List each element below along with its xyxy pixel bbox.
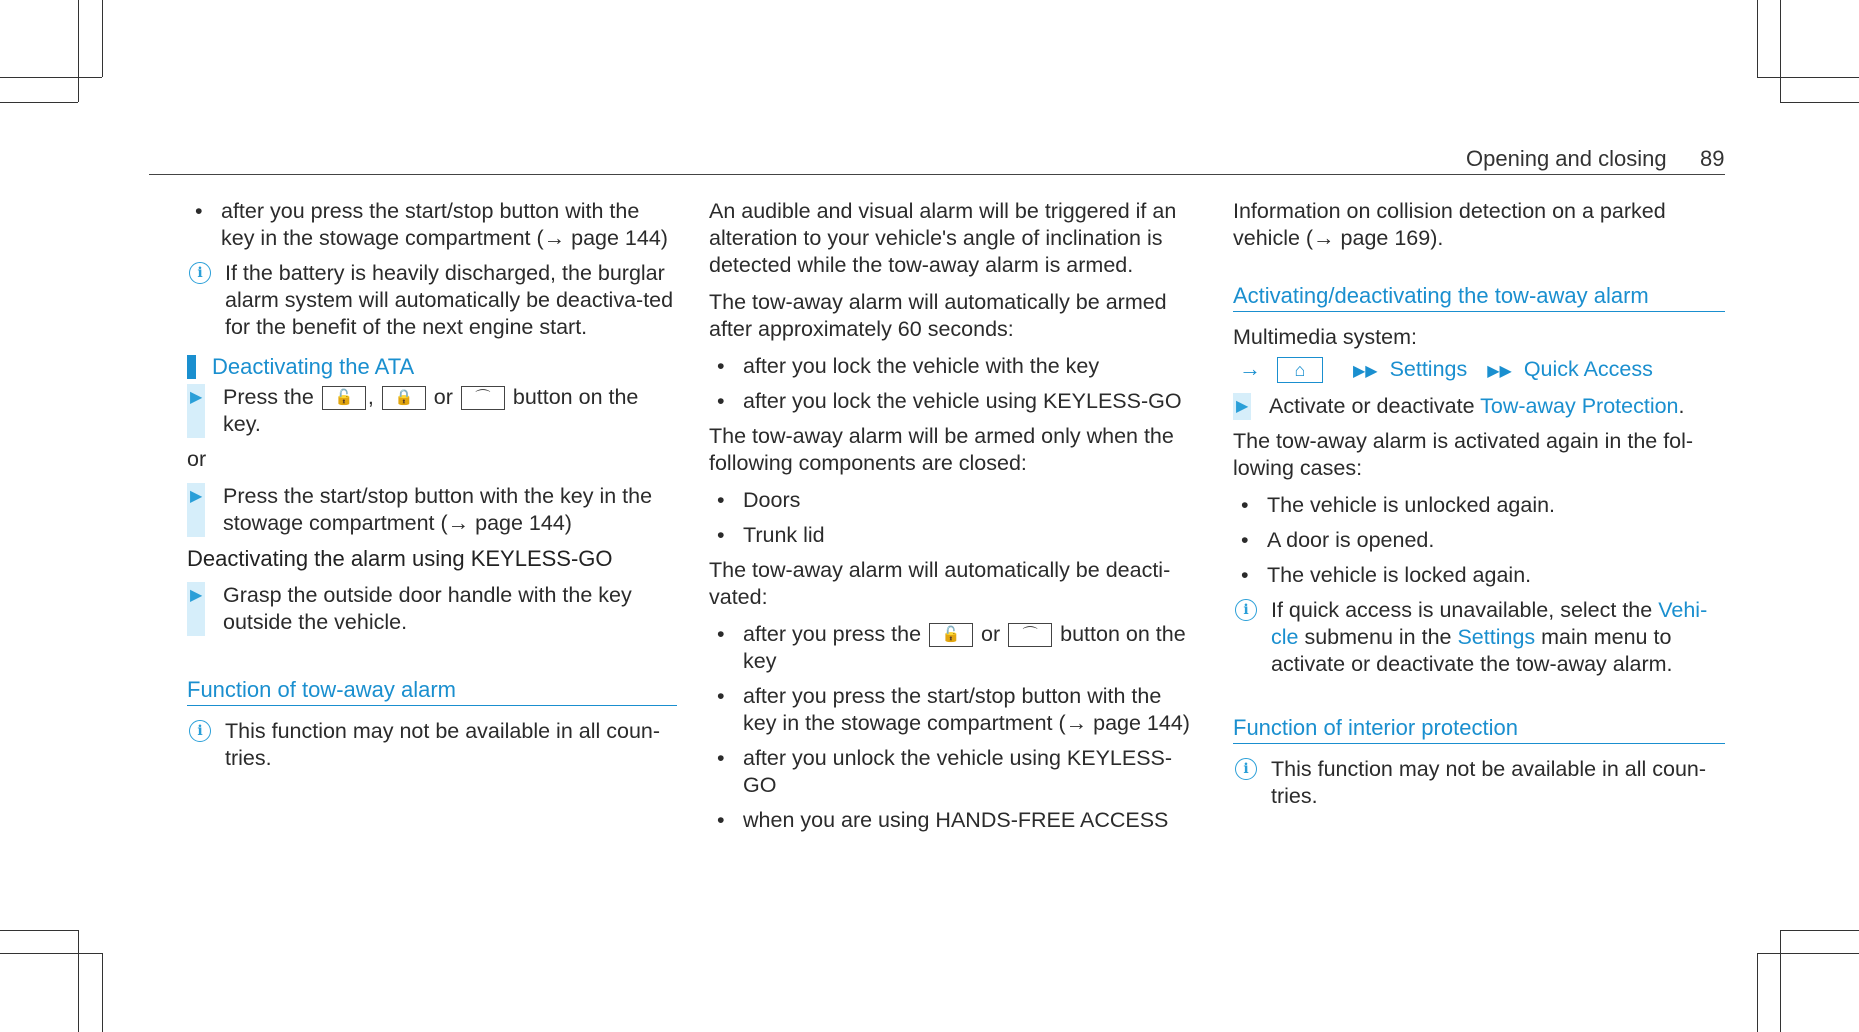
double-arrow-icon: ▶▶ <box>1352 363 1378 380</box>
list-item <box>709 807 1195 834</box>
trunk-key-icon: ⌒ <box>461 386 505 410</box>
step-text: . <box>1678 394 1685 418</box>
separator: or <box>981 622 1001 646</box>
settings-link[interactable]: Settings <box>1457 625 1536 649</box>
navigation-path <box>1233 355 1725 385</box>
crop-mark <box>1757 953 1859 954</box>
crop-mark <box>0 953 102 954</box>
crop-mark <box>78 0 79 102</box>
step-text: Press the start/stop button with the key in the stowage compartment (→ page 144) <box>223 484 653 535</box>
bullet-icon: • <box>717 684 725 708</box>
step-arrow-icon: ▶ <box>190 587 203 604</box>
list-item-text: after you unlock the vehicle using KEYLESS-GO <box>743 746 1173 797</box>
list-item-text: button on the key <box>743 622 1186 673</box>
info-icon: i <box>1235 758 1257 780</box>
or-text: or <box>187 447 207 471</box>
list-item-text: when you are using HANDS-FREE ACCESS <box>743 808 1169 832</box>
paragraph: The tow-away alarm will be armed only when the following components are closed: <box>709 424 1174 475</box>
instruction-step <box>187 582 677 636</box>
paragraph: The tow-away alarm will automatically be deacti-vated: <box>709 558 1171 609</box>
crop-mark <box>0 77 102 78</box>
column-2 <box>709 198 1195 842</box>
list-item <box>187 198 677 252</box>
step-arrow-icon: ▶ <box>190 488 203 505</box>
route-arrow-icon: → <box>1239 356 1261 381</box>
info-text: submenu in the <box>1304 625 1452 649</box>
crop-mark <box>1780 930 1859 931</box>
heading-marker <box>187 355 196 379</box>
bullet-icon: • <box>717 389 725 413</box>
bullet-icon: • <box>1241 493 1249 517</box>
lock-key-icon: 🔒 <box>382 386 426 410</box>
list-item-text: A door is opened. <box>1267 528 1435 552</box>
paragraph: An audible and visual alarm will be triggered if an alteration to your vehicle's angle of inclination is detected while the tow-away alarm is armed. <box>709 199 1177 277</box>
crop-mark <box>1757 953 1758 1032</box>
list-item-text: Doors <box>743 488 801 512</box>
step-text: button on the key. <box>223 385 639 436</box>
list-item-text: after you lock the vehicle using KEYLESS-GO <box>743 389 1182 413</box>
bullet-icon: • <box>717 622 725 646</box>
home-icon[interactable]: ⌂ <box>1277 357 1323 383</box>
bullet-icon: • <box>717 488 725 512</box>
unlock-key-icon: 🔓 <box>322 386 366 410</box>
step-arrow-icon: ▶ <box>190 389 203 406</box>
info-text: This function may not be available in all coun-tries. <box>1271 757 1707 808</box>
running-header: Opening and closing <box>1466 146 1667 171</box>
ata-heading-text: Deactivating the ATA <box>212 354 415 379</box>
column-1 <box>187 198 677 784</box>
crop-mark <box>0 930 78 931</box>
crop-mark <box>1780 930 1781 1032</box>
list-item <box>1233 492 1725 519</box>
tow-away-protection-link[interactable]: Tow-away Protection <box>1480 394 1679 418</box>
list-item <box>709 487 1195 514</box>
info-icon: i <box>189 262 211 284</box>
keyless-subheading: Deactivating the alarm using KEYLESS-GO <box>187 546 613 571</box>
column-3 <box>1233 198 1725 822</box>
nav-quick-access-link[interactable]: Quick Access <box>1523 357 1653 381</box>
step-text: Activate or deactivate <box>1269 394 1475 418</box>
activate-section-title: Activating/deactivating the tow-away alarm <box>1233 282 1725 312</box>
nav-settings-link[interactable]: Settings <box>1389 357 1468 381</box>
info-text: If the battery is heavily discharged, the burglar alarm system will automatically be deactiva-ted for the benefit of the next engine start. <box>225 261 674 339</box>
list-item-text: after you press the <box>743 622 922 646</box>
bullet-icon: • <box>717 746 725 770</box>
info-text: This function may not be available in all coun-tries. <box>225 719 661 770</box>
tow-section-title: Function of tow-away alarm <box>187 676 677 706</box>
step-arrow-icon: ▶ <box>1236 398 1249 415</box>
info-note <box>187 718 677 772</box>
list-item <box>1233 527 1725 554</box>
info-note <box>187 260 677 341</box>
info-note <box>1233 597 1725 678</box>
info-text: main menu to activate or deactivate the tow-away alarm. <box>1271 625 1673 676</box>
bullet-icon: • <box>1241 563 1249 587</box>
info-note <box>1233 756 1725 810</box>
list-item-text: after you lock the vehicle with the key <box>743 354 1100 378</box>
crop-mark <box>0 102 78 103</box>
vehicle-link[interactable]: Vehi-cle <box>1271 598 1708 649</box>
list-item <box>709 683 1195 737</box>
trunk-key-icon: ⌒ <box>1008 623 1052 647</box>
list-item <box>709 388 1195 415</box>
crop-mark <box>1757 77 1859 78</box>
crop-mark <box>102 953 103 1032</box>
step-text: Grasp the outside door handle with the key outside the vehicle. <box>223 583 632 634</box>
double-arrow-icon: ▶▶ <box>1487 363 1512 380</box>
bullet-icon: • <box>1241 528 1249 552</box>
interior-section-title: Function of interior protection <box>1233 714 1725 744</box>
bullet-icon: • <box>195 199 203 223</box>
info-icon: i <box>189 720 211 742</box>
step-text: Press the <box>223 385 314 409</box>
separator: or <box>433 385 453 409</box>
list-item <box>709 353 1195 380</box>
info-icon: i <box>1235 599 1257 621</box>
multimedia-label: Multimedia system: <box>1233 325 1417 349</box>
crop-mark <box>1757 0 1758 77</box>
list-item-text: The vehicle is locked again. <box>1267 563 1532 587</box>
header-rule <box>149 174 1725 175</box>
bullet-icon: • <box>717 523 725 547</box>
crop-mark <box>1780 102 1859 103</box>
paragraph: Information on collision detection on a parked vehicle (→ page 169). <box>1233 199 1666 250</box>
list-item-text: The vehicle is unlocked again. <box>1267 493 1556 517</box>
list-item-text: Trunk lid <box>743 523 825 547</box>
list-item <box>709 522 1195 549</box>
crop-mark <box>1780 0 1781 102</box>
crop-mark <box>78 930 79 1032</box>
instruction-step <box>187 384 677 438</box>
separator: , <box>367 385 374 409</box>
list-item <box>709 745 1195 799</box>
page-number: 89 <box>1700 146 1725 171</box>
instruction-step <box>187 483 677 537</box>
list-item <box>709 621 1195 675</box>
info-text: If quick access is unavailable, select the <box>1271 598 1653 622</box>
bullet-icon: • <box>717 808 725 832</box>
list-item-text: after you press the start/stop button with the key in the stowage compartment (→ page 144) <box>221 199 668 250</box>
instruction-step <box>1233 393 1725 420</box>
list-item <box>1233 562 1725 589</box>
paragraph: The tow-away alarm will automatically be armed after approximately 60 seconds: <box>709 290 1167 341</box>
crop-mark <box>102 0 103 77</box>
unlock-key-icon: 🔓 <box>929 623 973 647</box>
ata-heading <box>187 353 677 380</box>
paragraph: The tow-away alarm is activated again in the fol-lowing cases: <box>1233 429 1694 480</box>
list-item-text: after you press the start/stop button with the key in the stowage compartment (→ page 144) <box>743 684 1190 735</box>
bullet-icon: • <box>717 354 725 378</box>
